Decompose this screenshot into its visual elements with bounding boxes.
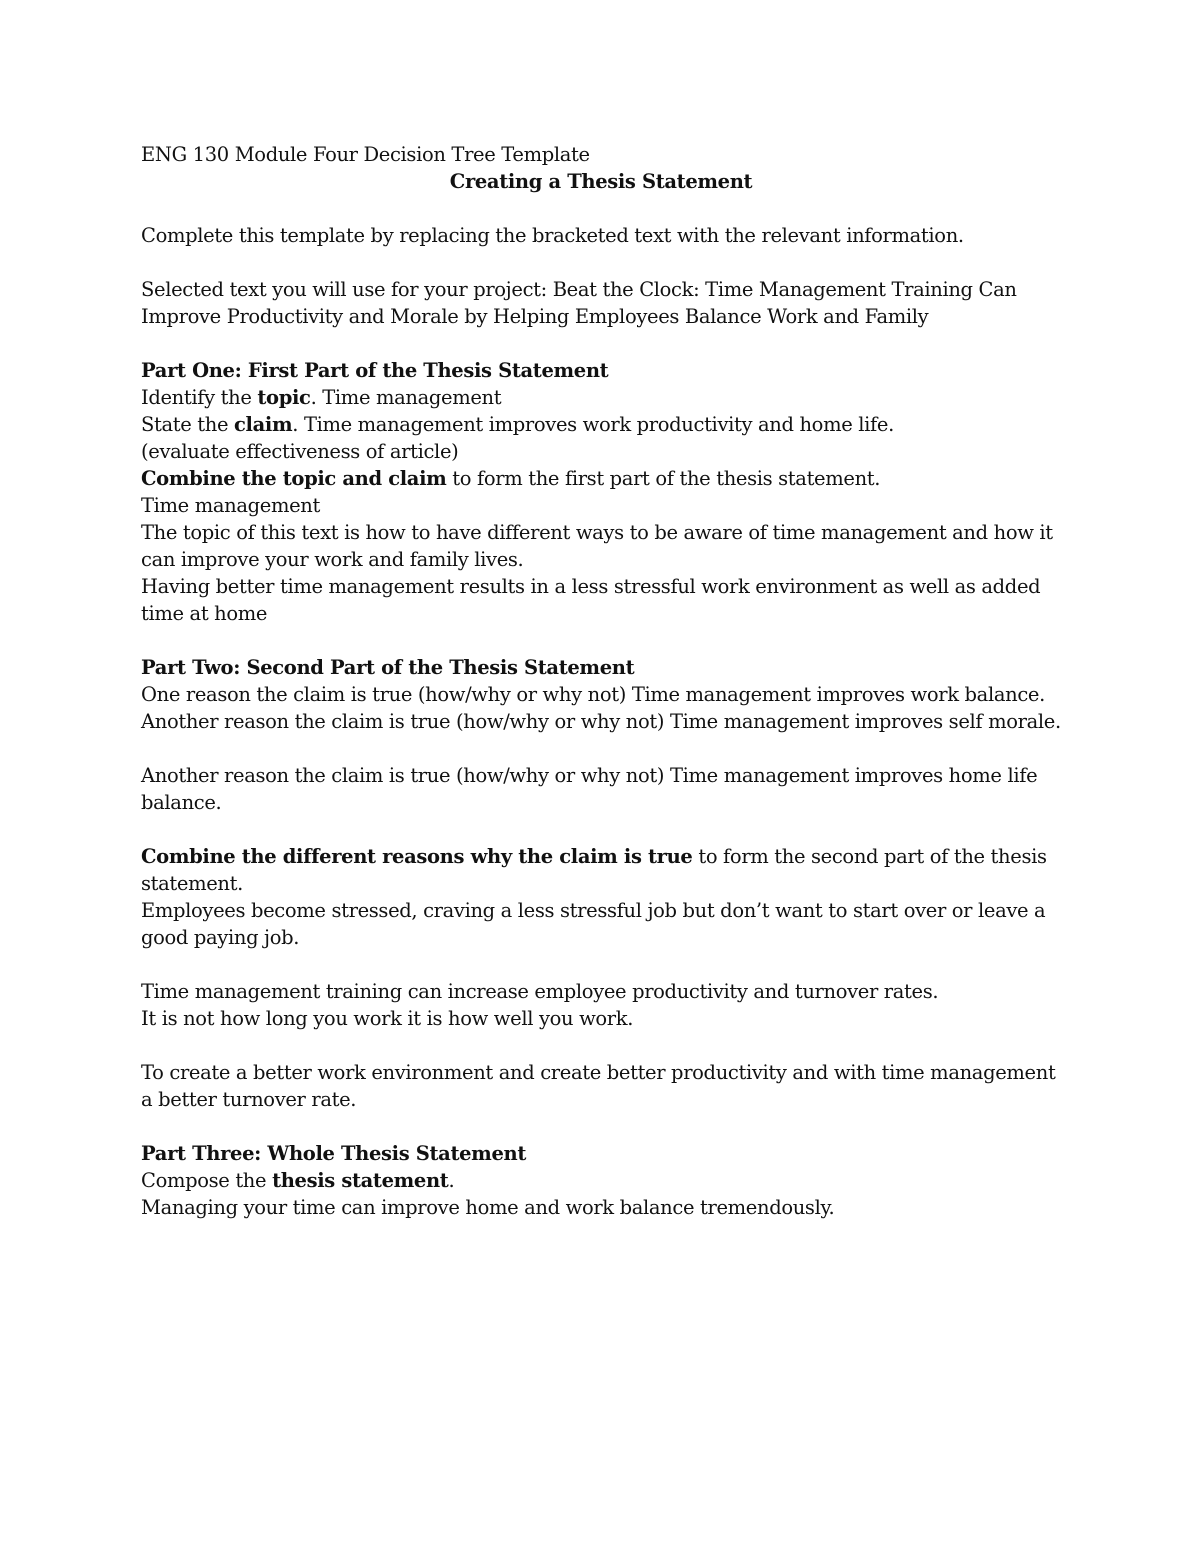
compose-prefix: Compose the (141, 1169, 273, 1192)
course-header: ENG 130 Module Four Decision Tree Template (141, 143, 590, 166)
part-two-answer-4: To create a better work environment and create better productivity and with time management a better turnover rate. (141, 1061, 1056, 1111)
reason-1: One reason the claim is true (how/why or why not) Time management improves work balance. (141, 683, 1045, 706)
spacer (141, 951, 1061, 978)
spacer (141, 249, 1061, 276)
compose-suffix: . (448, 1169, 455, 1192)
selected-text-paragraph: Selected text you will use for your project: Beat the Clock: Time Management Training Can Improve Productivity and Morale by Helping Employees Balance Work and Family (141, 278, 1017, 328)
part-three-heading: Part Three: Whole Thesis Statement (141, 1142, 527, 1165)
combine-reasons-line (141, 843, 1061, 897)
part-one-answer-3: Having better time management results in a less stressful work environment as well as added time at home (141, 575, 1041, 625)
part-two-answer-2: Time management training can increase employee productivity and turnover rates. (141, 980, 939, 1003)
claim-prefix: State the (141, 413, 235, 436)
instructions-text: Complete this template by replacing the bracketed text with the relevant information. (141, 224, 964, 247)
claim-answer: . Time management improves work productivity and home life. (292, 413, 894, 436)
topic-line (141, 384, 1061, 411)
reason-2: Another reason the claim is true (how/why or why not) Time management improves self morale. (141, 710, 1061, 733)
reason-3: Another reason the claim is true (how/why or why not) Time management improves home life balance. (141, 764, 1038, 814)
topic-prefix: Identify the (141, 386, 258, 409)
topic-answer: . Time management (310, 386, 502, 409)
spacer (141, 195, 1061, 222)
combine-topic-claim-line (141, 465, 1061, 492)
part-two-heading: Part Two: Second Part of the Thesis Statement (141, 656, 635, 679)
part-one-answer-2: The topic of this text is how to have different ways to be aware of time management and how it can improve your work and family lives. (141, 521, 1053, 571)
part-one-answer-1: Time management (141, 494, 320, 517)
spacer (141, 627, 1061, 654)
claim-label: claim (234, 413, 293, 436)
claim-line (141, 411, 1061, 438)
part-one-heading: Part One: First Part of the Thesis Statement (141, 359, 609, 382)
combine-topic-claim-suffix: to form the first part of the thesis statement. (446, 467, 881, 490)
spacer (141, 330, 1061, 357)
combine-reasons-label: Combine the different reasons why the claim is true (141, 845, 693, 868)
spacer (141, 1113, 1061, 1140)
document-title: Creating a Thesis Statement (449, 170, 753, 193)
part-two-answer-1: Employees become stressed, craving a less stressful job but don’t want to start over or leave a good paying job. (141, 899, 1046, 949)
combine-topic-claim-label: Combine the topic and claim (141, 467, 447, 490)
combine-reasons-suffix: to form the second part of the thesis statement. (141, 845, 1047, 895)
document-page (141, 141, 1061, 1221)
spacer (141, 735, 1061, 762)
spacer (141, 816, 1061, 843)
thesis-statement-answer: Managing your time can improve home and work balance tremendously. (141, 1196, 835, 1219)
compose-line (141, 1167, 1061, 1194)
spacer (141, 1032, 1061, 1059)
part-two-answer-3: It is not how long you work it is how well you work. (141, 1007, 634, 1030)
compose-label: thesis statement (272, 1169, 449, 1192)
evaluate-note: (evaluate effectiveness of article) (141, 440, 459, 463)
topic-label: topic (257, 386, 311, 409)
